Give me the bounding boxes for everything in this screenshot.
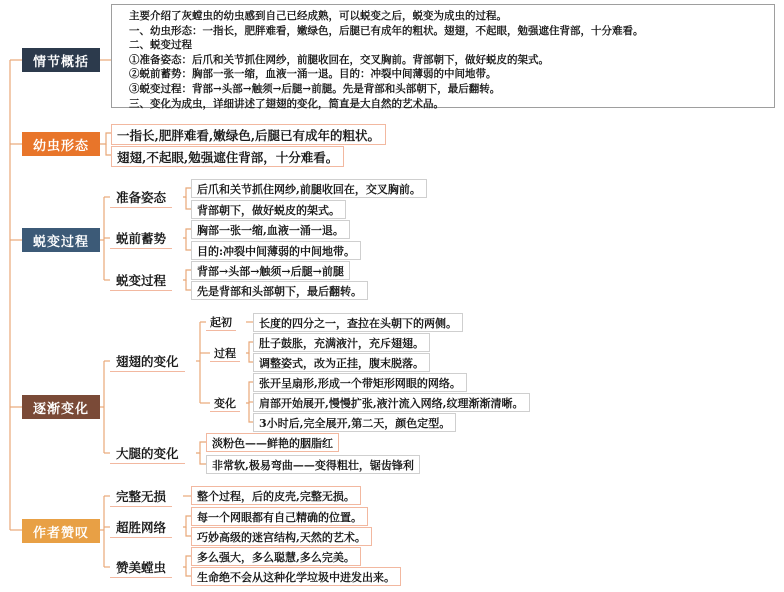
wing-change-leaf-3: 3小时后,完全展开,第二天，颜色定型。 [253, 413, 456, 432]
molt-prep-leaf-1: 后爪和关节抓住网纱,前腿收回在，交叉胸前。 [191, 179, 427, 198]
praise-beyond-leaf-2: 巧妙高级的迷宫结构,天然的艺术。 [191, 527, 372, 546]
praise-hymn-node: 赞美螳虫 [110, 557, 172, 578]
praise-intact-leaf-1: 整个过程，后的皮壳,完整无损。 [191, 486, 361, 505]
larva-form-line-2: 翅翅,不起眼,勉强遮住背部，十分难看。 [111, 146, 344, 167]
molt-prestage-node: 蜕前蓄势 [110, 228, 172, 249]
summary-line: 三、变化为成虫，详细讲述了翅翅的变化，简直是大自然的艺术品。 [129, 97, 444, 110]
connector-line [246, 342, 253, 353]
larva-form-line-1: 一指长,肥胖难看,嫩绿色,后腿已有成年的粗状。 [111, 124, 386, 145]
summary-line: ①准备姿态：后爪和关节抓住网纱，前腿收回在，交叉胸前。背部朝下，做好蜕皮的架式。 [129, 53, 549, 66]
root-node-gradual-change [22, 395, 100, 419]
molt-process-node: 蜕变过程 [110, 270, 172, 291]
connector-line [183, 270, 191, 280]
wing-process-leaf-2: 调整姿式，改为正挂，腹末脱落。 [253, 353, 430, 372]
molt-prep-node: 准备姿态 [110, 187, 172, 208]
root-node-molting-process [22, 228, 100, 252]
molt-prep-leaf-2: 背部朝下，做好蜕皮的架式。 [191, 200, 346, 219]
root-node-larva-form [22, 132, 100, 156]
molt-prestage-leaf-1: 胸部一张一缩,血液一涌一退。 [191, 220, 350, 239]
root-label-larva-form: 幼虫形态 [32, 138, 89, 154]
praise-beyond-node: 超胜网络 [110, 517, 172, 538]
connector-line [100, 133, 111, 144]
wing-process-leaf-1: 肚子鼓胀，充满液汁，充斥翅翅。 [253, 333, 430, 352]
root-label-plot-summary: 情节概括 [32, 54, 89, 70]
leg-change-node: 大腿的变化 [110, 443, 185, 464]
root-label-molting-process: 蜕变过程 [32, 234, 89, 250]
wing-start-node: 起初 [206, 313, 236, 331]
wing-process-node: 过程 [210, 344, 240, 362]
root-label-gradual-change: 逐渐变化 [32, 401, 89, 417]
wing-change-node: 翅翅的变化 [110, 351, 185, 372]
molt-process-leaf-2: 先是背部和头部朝下，最后翻转。 [191, 281, 368, 300]
root-label-author-praise: 作者赞叹 [32, 525, 89, 541]
connector-line [246, 382, 253, 403]
praise-hymn-leaf-1: 多么强大，多么聪慧,多么完美。 [191, 547, 361, 566]
connector-line [183, 556, 191, 567]
leg-change-leaf-2: 非常软,极易弯曲——变得粗壮，锯齿锋利 [206, 455, 420, 474]
connector-line [183, 188, 191, 197]
molt-prestage-leaf-2: 目的:冲裂中间薄弱的中间地带。 [191, 241, 361, 260]
wing-change-leaf-1: 张开呈扇形,形成一个带矩形网眼的网络。 [253, 373, 467, 392]
summary-line: ③蜕变过程：背部→头部→触须→后腿→前腿。先是背部和头部朝下，最后翻转。 [129, 82, 501, 95]
summary-line: 一、幼虫形态：一指长，肥胖难看，嫩绿色，后腿已有成年的粗状。翅翅，不起眼，勉强遮住背部，十分难看。 [129, 24, 644, 37]
summary-line: 主要介绍了灰螳虫的幼虫感到自己已经成熟，可以蜕变之后，蜕变为成虫的过程。 [129, 10, 507, 22]
plot-summary-box [111, 4, 775, 108]
wing-change-sub-node: 变化 [210, 394, 240, 412]
connector-line [183, 229, 191, 238]
connector-line [183, 516, 191, 527]
connector-line [196, 442, 206, 453]
summary-line: 二、蜕变过程 [129, 39, 192, 52]
praise-beyond-leaf-1: 每一个网眼都有自己精确的位置。 [191, 507, 368, 526]
leg-change-leaf-1: 淡粉色——鲜艳的胭脂红 [206, 433, 339, 452]
summary-line: ②蜕前蓄势：胸部一张一缩，血液一涌一退。目的：冲裂中间薄弱的中间地带。 [129, 68, 497, 81]
wing-change-leaf-2: 肩部开始展开,慢慢扩张,液汁流入网络,纹理渐渐清晰。 [253, 393, 530, 412]
root-node-author-praise [22, 519, 100, 543]
wing-start-leaf-1: 长度的四分之一，查拉在头朝下的两侧。 [253, 313, 463, 332]
molt-process-leaf-1: 背部→头部→触须→后腿→前腿 [191, 261, 350, 280]
praise-hymn-leaf-2: 生命绝不会从这种化学垃圾中进发出来。 [191, 567, 401, 586]
root-node-plot-summary [22, 48, 100, 72]
praise-intact-node: 完整无损 [110, 486, 172, 507]
